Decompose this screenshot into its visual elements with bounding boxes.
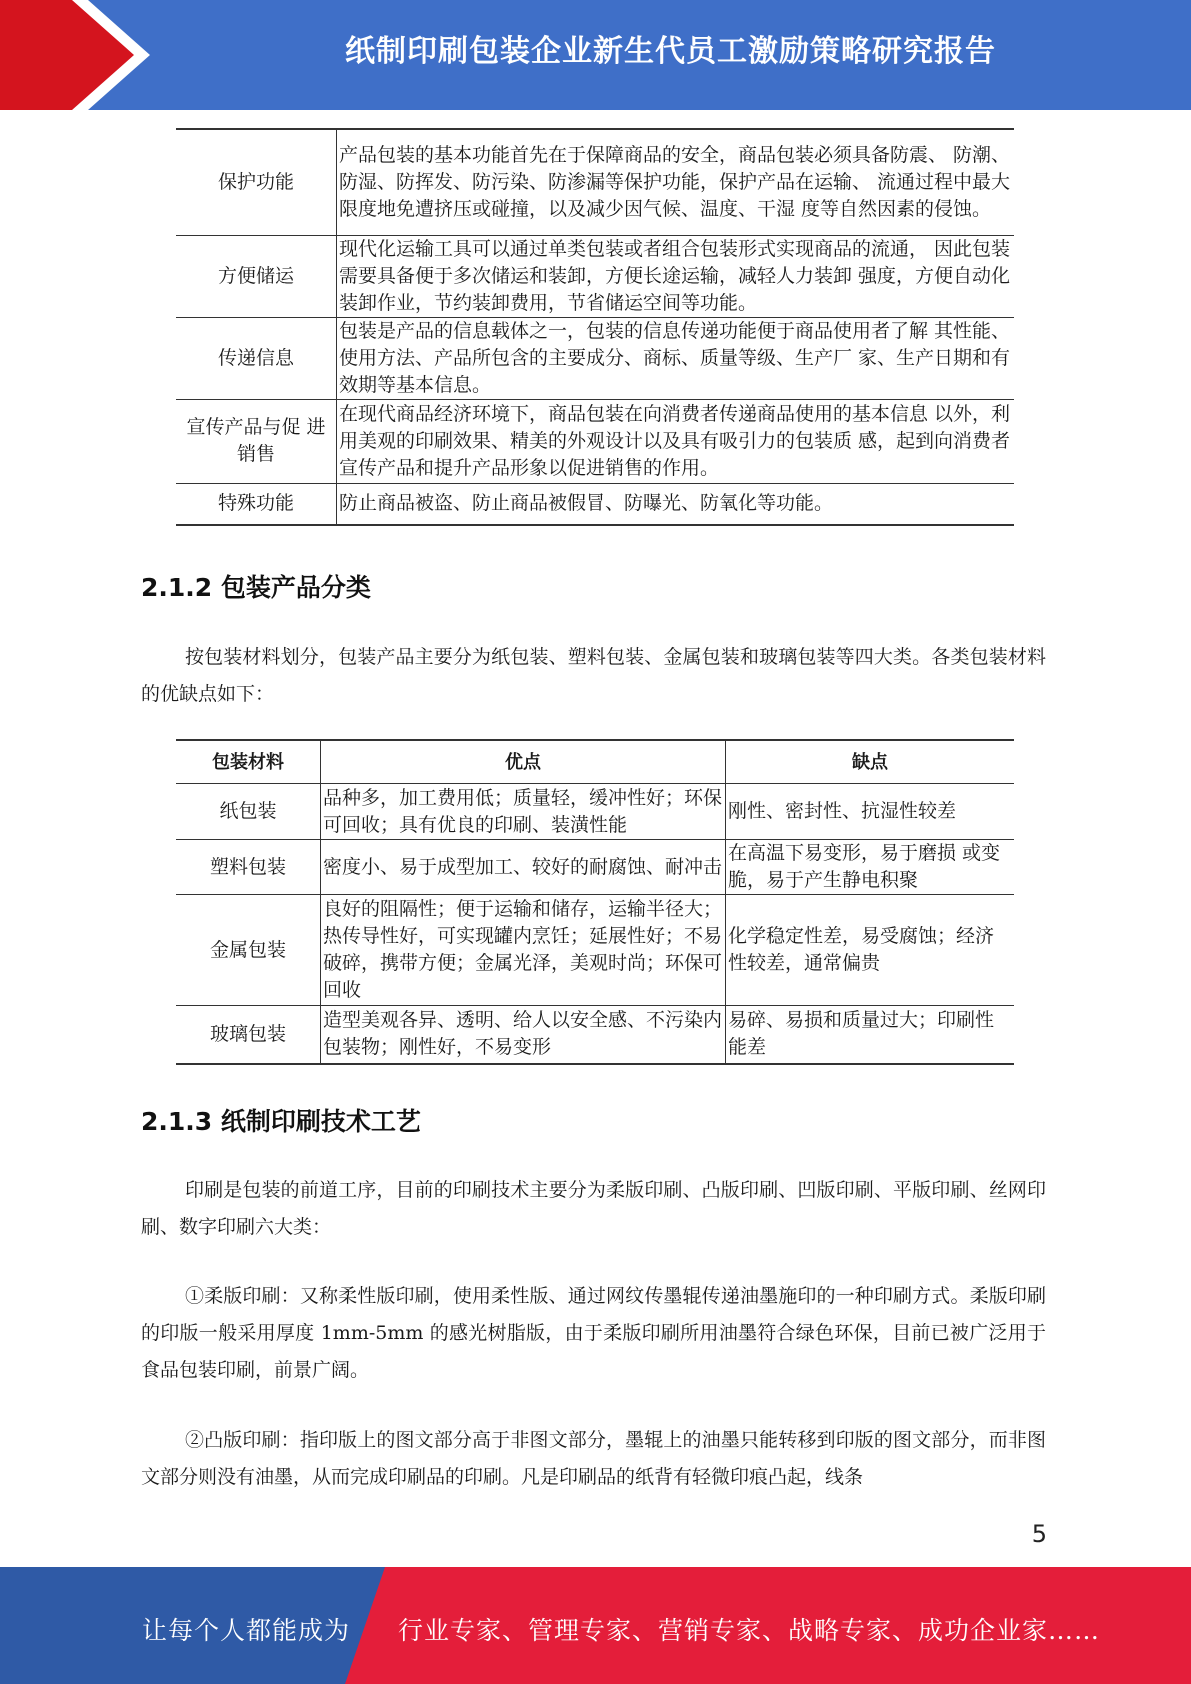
page-footer	[0, 1567, 1191, 1684]
pros-cell: 造型美观各异、透明、给人以安全感、不污染内包装物；刚性好，不易变形	[321, 1006, 726, 1064]
cons-cell: 易碎、易损和质量过大；印刷性能差	[726, 1006, 1015, 1064]
function-label: 方便储运	[176, 235, 337, 317]
table-row	[176, 1006, 1014, 1064]
function-description: 包装是产品的信息载体之一，包装的信息传递功能便于商品使用者了解 其性能、使用方法、产品所包含的主要成分、商标、质量等级、生产厂 家、生产日期和有效期等基本信息。	[337, 317, 1015, 399]
cons-cell: 刚性、密封性、抗湿性较差	[726, 784, 1015, 840]
body-paragraph: ②凸版印刷：指印版上的图文部分高于非图文部分，墨辊上的油墨只能转移到印版的图文部分，而非图文部分则没有油墨，从而完成印刷品的印刷。凡是印刷品的纸背有轻微印痕凸起，线条	[141, 1429, 1046, 1488]
function-label: 保护功能	[176, 129, 337, 235]
report-title: 纸制印刷包装企业新生代员工激励策略研究报告	[345, 34, 996, 69]
column-header-material: 包装材料	[176, 740, 321, 784]
column-header-pros: 优点	[321, 740, 726, 784]
table-row	[176, 784, 1014, 840]
packaging-functions-table	[176, 128, 1014, 526]
table-row	[176, 895, 1014, 1006]
material-cell: 纸包装	[176, 784, 321, 840]
header-red-chevron	[0, 0, 160, 110]
material-cell: 玻璃包装	[176, 1006, 321, 1064]
table-row	[176, 235, 1014, 317]
material-cell: 塑料包装	[176, 840, 321, 895]
footer-slogan-left: 让每个人都能成为	[142, 1616, 351, 1645]
function-description: 防止商品被盗、防止商品被假冒、防曝光、防氧化等功能。	[337, 483, 1015, 525]
table-row	[176, 399, 1014, 483]
section-heading-2-1-3: 2.1.3 纸制印刷技术工艺	[141, 1107, 421, 1136]
table-row	[176, 840, 1014, 895]
table-row	[176, 317, 1014, 399]
body-paragraph: ①柔版印刷：又称柔性版印刷，使用柔性版、通过网纹传墨辊传递油墨施印的一种印刷方式。柔版印刷的印版一般采用厚度 1mm-5mm 的感光树脂版，由于柔版印刷所用油墨符合绿色环保，目前已被广泛用于食品包装印刷，前景广阔。	[141, 1285, 1046, 1381]
table-header-row	[176, 740, 1014, 784]
table-row	[176, 129, 1014, 235]
function-description: 产品包装的基本功能首先在于保障商品的安全，商品包装必须具备防震、 防潮、防湿、防挥发、防污染、防渗漏等保护功能，保护产品在运输、 流通过程中最大限度地免遭挤压或碰撞，以及减少因气候、温度、干湿 度等自然因素的侵蚀。	[337, 129, 1015, 235]
body-paragraph: 印刷是包装的前道工序，目前的印刷技术主要分为柔版印刷、凸版印刷、凹版印刷、平版印刷、丝网印刷、数字印刷六大类：	[141, 1179, 1046, 1238]
page-header	[0, 0, 1191, 110]
section-heading-2-1-2: 2.1.2 包装产品分类	[141, 573, 371, 602]
function-label: 宣传产品与促 进销售	[176, 399, 337, 483]
function-label: 传递信息	[176, 317, 337, 399]
cons-cell: 在高温下易变形，易于磨损 或变脆，易于产生静电积聚	[726, 840, 1015, 895]
cons-cell: 化学稳定性差，易受腐蚀；经济性较差，通常偏贵	[726, 895, 1015, 1006]
pros-cell: 品种多，加工费用低；质量轻，缓冲性好；环保可回收；具有优良的印刷、装潢性能	[321, 784, 726, 840]
table-row	[176, 483, 1014, 525]
page-number: 5	[1031, 1520, 1047, 1548]
pros-cell: 良好的阻隔性；便于运输和储存，运输半径大；热传导性好，可实现罐内烹饪；延展性好；不易破碎，携带方便；金属光泽，美观时尚；环保可回收	[321, 895, 726, 1006]
material-cell: 金属包装	[176, 895, 321, 1006]
function-description: 现代化运输工具可以通过单类包装或者组合包装形式实现商品的流通， 因此包装需要具备便于多次储运和装卸，方便长途运输，减轻人力装卸 强度，方便自动化装卸作业，节约装卸费用，节省储运空间等功能。	[337, 235, 1015, 317]
packaging-materials-table	[176, 739, 1014, 1065]
pros-cell: 密度小、易于成型加工、较好的耐腐蚀、耐冲击	[321, 840, 726, 895]
function-label: 特殊功能	[176, 483, 337, 525]
function-description: 在现代商品经济环境下，商品包装在向消费者传递商品使用的基本信息 以外，利用美观的印刷效果、精美的外观设计以及具有吸引力的包装质 感，起到向消费者宣传产品和提升产品形象以促进销售的作用。	[337, 399, 1015, 483]
footer-slogan-right: 行业专家、管理专家、营销专家、战略专家、成功企业家……	[398, 1616, 1101, 1645]
column-header-cons: 缺点	[726, 740, 1015, 784]
body-paragraph: 按包装材料划分，包装产品主要分为纸包装、塑料包装、金属包装和玻璃包装等四大类。各类包装材料的优缺点如下：	[141, 646, 1046, 705]
